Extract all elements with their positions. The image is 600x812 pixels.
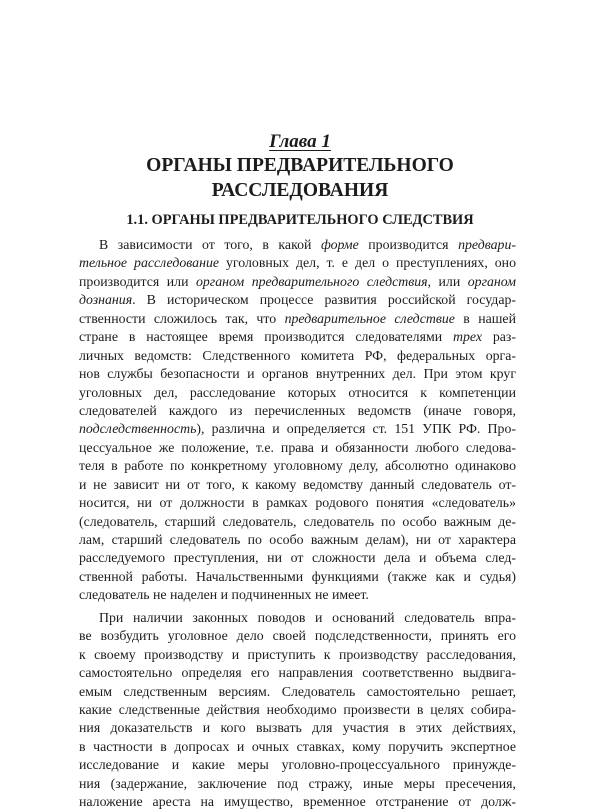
text-segment: В зависимости от того, в какой bbox=[99, 237, 321, 252]
text-line bbox=[79, 609, 516, 627]
text-segment: емым следственным версиям. Следователь самостоятельно решает, bbox=[79, 683, 516, 699]
text-line bbox=[79, 513, 516, 531]
text-segment: в нашей bbox=[454, 310, 516, 326]
text-line bbox=[79, 646, 516, 664]
text-line bbox=[79, 439, 516, 457]
text-line bbox=[79, 701, 516, 719]
text-line bbox=[79, 310, 516, 328]
text-line bbox=[79, 793, 516, 811]
text-line bbox=[79, 236, 516, 254]
text-segment: ве возбудить уголовное дело своей подследственности, принять его bbox=[79, 628, 516, 644]
chapter-title-line: ОРГАНЫ ПРЕДВАРИТЕЛЬНОГО bbox=[146, 155, 454, 176]
text-segment: ния (задержание, заключение под стражу, иные меры пресечения, bbox=[79, 775, 516, 791]
text-segment: раз- bbox=[482, 329, 517, 345]
text-line bbox=[79, 664, 516, 682]
text-segment: личных ведомств: Следственного комитета РФ, федеральных орга- bbox=[79, 347, 516, 363]
italic-text: предварительное следствие bbox=[284, 310, 455, 326]
text-segment: ственности сложилось так, что bbox=[79, 310, 285, 326]
text-segment: следователей каждого из перечисленных ведомств (иначе говоря, bbox=[79, 402, 516, 418]
text-segment: производится или bbox=[79, 273, 196, 289]
text-segment: (следователь, старший следователь, следователь по особо важным де- bbox=[79, 513, 516, 529]
text-segment: ния доказательств и кого вызвать для участия в этих действиях, bbox=[79, 720, 516, 736]
text-segment: теля в работе по конкретному уголовному делу, абсолютно одинаково bbox=[79, 458, 516, 474]
text-segment: к своему производству и приступить к производству расследования, bbox=[79, 646, 516, 662]
text-segment: следователь не наделен и подчиненных не имеет. bbox=[79, 587, 369, 603]
italic-text: органом предварительного следствия bbox=[195, 273, 428, 289]
text-segment: цессуальное же положение, т.е. права и обязанности любого следова- bbox=[79, 439, 516, 455]
text-segment: носится, ни от должности в рамках родового понятия «следователь» bbox=[79, 495, 516, 511]
text-line bbox=[79, 273, 516, 291]
chapter-title bbox=[0, 153, 600, 203]
italic-text: трех bbox=[452, 329, 482, 345]
text-segment: , или bbox=[427, 273, 468, 289]
paragraph bbox=[79, 609, 516, 812]
chapter-title-line: РАССЛЕДОВАНИЯ bbox=[211, 180, 389, 201]
text-segment: ственной работы. Начальственными функциями (также как и судья) bbox=[79, 568, 516, 584]
chapter-label: Глава 1 bbox=[269, 131, 331, 152]
text-line bbox=[79, 420, 516, 438]
text-segment: стране в настоящее время производится следователями bbox=[79, 329, 453, 345]
italic-text: подследственность bbox=[79, 421, 197, 437]
text-line bbox=[79, 627, 516, 645]
text-line bbox=[79, 254, 516, 272]
body-text bbox=[79, 236, 516, 812]
text-segment: . В историческом процессе развития российской государ- bbox=[132, 292, 516, 308]
text-segment: расследуемого преступления, ни от сложности дела и объема след- bbox=[79, 550, 516, 566]
text-segment: уголовных дел, т. е дел о преступлениях, оно bbox=[219, 255, 516, 271]
section-title: 1.1. ОРГАНЫ ПРЕДВАРИТЕЛЬНОГО СЛЕДСТВИЯ bbox=[126, 212, 474, 228]
text-segment: уголовных дел, расследование которых относится к компетенции bbox=[79, 384, 516, 400]
text-segment: самостоятельно определяя его направления соответственно выдвига- bbox=[79, 665, 516, 681]
text-line bbox=[79, 531, 516, 549]
text-line bbox=[79, 402, 516, 420]
text-segment: лам, старший следователь по особо важным делам), ни от характера bbox=[79, 532, 516, 547]
text-line bbox=[79, 775, 516, 793]
italic-text: форме bbox=[320, 237, 359, 252]
text-line bbox=[79, 494, 516, 512]
text-line bbox=[79, 347, 516, 365]
text-line bbox=[79, 719, 516, 737]
italic-text: предвари- bbox=[458, 237, 516, 252]
text-segment: в частности в допросах и очных ставках, кому поручить экспертное bbox=[79, 738, 516, 754]
text-line bbox=[79, 549, 516, 567]
text-line bbox=[79, 586, 516, 604]
text-line bbox=[79, 738, 516, 756]
text-segment: ), различна и определяется ст. 151 УПК РФ. Про- bbox=[196, 421, 516, 437]
text-line bbox=[79, 568, 516, 586]
text-line bbox=[79, 291, 516, 309]
text-segment: наложение ареста на имущество, временное отстранение от долж- bbox=[79, 794, 516, 810]
text-segment: исследование и какие меры уголовно-процессуального принужде- bbox=[79, 757, 516, 773]
paragraph bbox=[79, 236, 516, 605]
italic-text: дознания bbox=[79, 292, 133, 308]
text-segment: производится bbox=[358, 237, 459, 252]
text-line bbox=[79, 457, 516, 475]
text-line bbox=[79, 365, 516, 383]
italic-text: органом bbox=[467, 273, 516, 289]
text-segment: При наличии законных поводов и оснований следователь впра- bbox=[99, 609, 516, 625]
text-segment: нов службы безопасности и органов внутренних дел. При этом круг bbox=[79, 366, 516, 382]
text-line bbox=[79, 476, 516, 494]
text-segment: и не зависит ни от того, к какому ведомству данный следователь от- bbox=[79, 476, 516, 492]
text-segment: какие следственные действия необходимо произвести в целях собира- bbox=[79, 701, 516, 717]
text-line bbox=[79, 683, 516, 701]
text-line bbox=[79, 328, 516, 346]
text-line bbox=[79, 756, 516, 774]
italic-text: тельное расследование bbox=[79, 255, 220, 271]
text-line bbox=[79, 384, 516, 402]
